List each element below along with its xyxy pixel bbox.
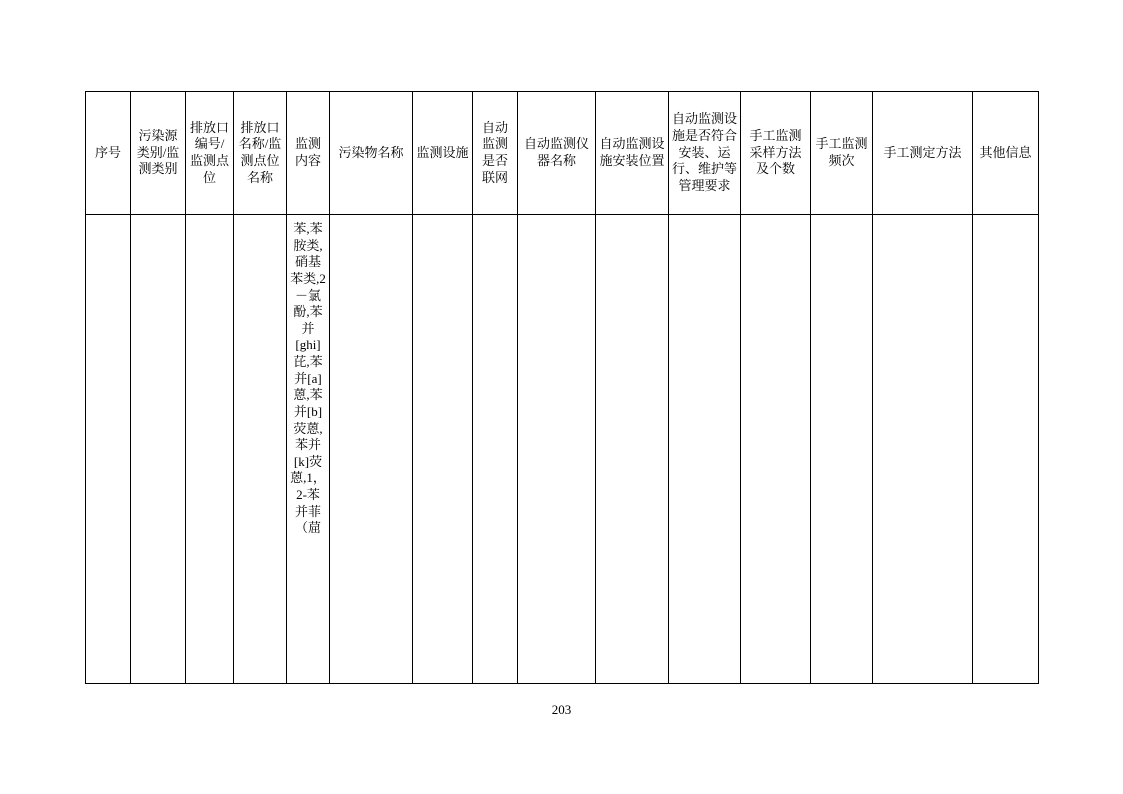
page-number: 203 [551, 702, 572, 717]
col-header-auto-install-location: 自动监测设施安装位置 [596, 92, 669, 215]
col-header-other-info: 其他信息 [973, 92, 1039, 215]
table-row [86, 215, 1039, 684]
monitoring-table-container [85, 91, 1038, 684]
col-header-auto-instrument-name: 自动监测仪器名称 [518, 92, 596, 215]
cell-manual-frequency [811, 215, 873, 684]
cell-other-info [973, 215, 1039, 684]
col-header-outlet-name: 排放口名称/监测点位名称 [234, 92, 287, 215]
table-body [86, 215, 1039, 684]
col-header-auto-networked: 自动监测是否联网 [473, 92, 518, 215]
col-header-manual-frequency: 手工监测频次 [811, 92, 873, 215]
col-header-manual-sampling-method: 手工监测采样方法及个数 [741, 92, 811, 215]
monitoring-table [85, 91, 1039, 684]
cell-monitor-content: 苯,苯胺类,硝基苯类,2－氯酚,苯并[ghi]芘,苯并[a]蒽,苯并[b]荧蒽,苯并[k]荧蒽,1，2-苯并菲（䓛 [287, 215, 330, 684]
cell-auto-instrument-name [518, 215, 596, 684]
col-header-serial: 序号 [86, 92, 131, 215]
col-header-auto-compliance: 自动监测设施是否符合安装、运行、维护等管理要求 [669, 92, 741, 215]
cell-outlet-id [186, 215, 234, 684]
cell-monitor-facility [413, 215, 473, 684]
cell-serial [86, 215, 131, 684]
col-header-source-type: 污染源类别/监测类别 [131, 92, 186, 215]
col-header-outlet-id: 排放口编号/监测点位 [186, 92, 234, 215]
table-header-row [86, 92, 1039, 215]
table-header [86, 92, 1039, 215]
col-header-manual-determination-method: 手工测定方法 [873, 92, 973, 215]
cell-pollutant-name [330, 215, 413, 684]
col-header-monitor-content: 监测内容 [287, 92, 330, 215]
col-header-monitor-facility: 监测设施 [413, 92, 473, 215]
cell-auto-install-location [596, 215, 669, 684]
cell-manual-determination-method [873, 215, 973, 684]
cell-auto-networked [473, 215, 518, 684]
cell-auto-compliance [669, 215, 741, 684]
cell-source-type [131, 215, 186, 684]
cell-outlet-name [234, 215, 287, 684]
cell-manual-sampling-method [741, 215, 811, 684]
col-header-pollutant-name: 污染物名称 [330, 92, 413, 215]
